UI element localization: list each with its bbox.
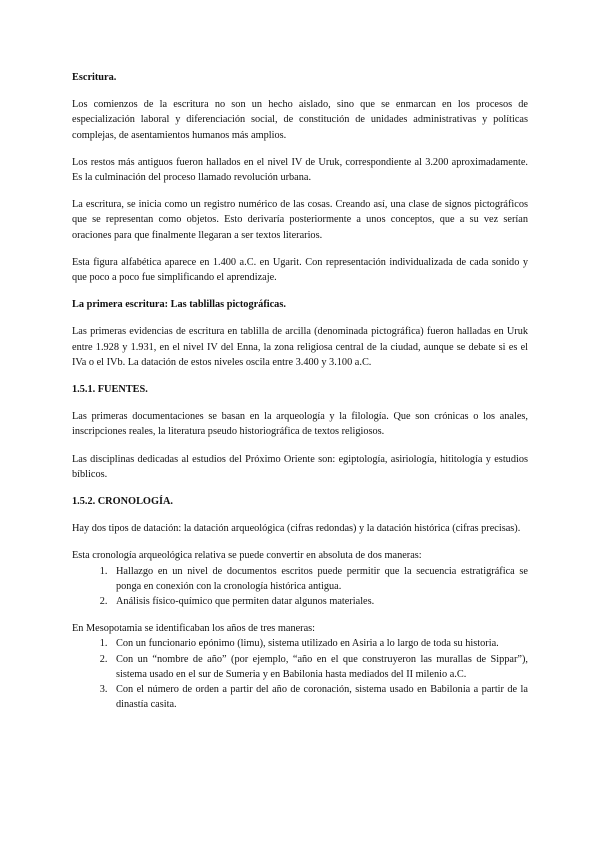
paragraph-comienzos: Los comienzos de la escritura no son un hecho aislado, sino que se enmarcan en los procesos de especialización laboral y diferenciación social, de constitución de unidades administrativas y políticas complejas, de asentamientos humanos más amplios. xyxy=(72,99,528,141)
heading-tablillas: La primera escritura: Las tablillas pictográficas. xyxy=(72,299,286,311)
paragraph-escritura-registro: La escritura, se inicia como un registro numérico de las cosas. Creando así, una clase de signos pictográficos que se representan como objetos. Esto derivaría posteriormente a unos conceptos, que a su vez serían oraciones para que finalmente llegaran a ser textos literarios. xyxy=(72,199,528,241)
list-item: 1. Hallazgo en un nivel de documentos escritos puede permitir que la secuencia estratigráfica se ponga en conexión con la cronología histórica antigua. xyxy=(110,564,528,594)
list-conversion-methods xyxy=(72,564,528,610)
list-item: 2. Análisis físico-químico que permiten datar algunos materiales. xyxy=(110,594,528,609)
paragraph-evidencias: Las primeras evidencias de escritura en tablilla de arcilla (denominada pictográfica) fueron halladas en Uruk entre 1.928 y 1.931, en el nivel IV del Enna, la zona religiosa central de la ciudad, aunque se debate si es el IVa o el IVb. La datación de estos niveles oscila entre 3.400 y 3.100 a.C. xyxy=(72,326,528,368)
list-item: 1. Con un funcionario epónimo (limu), sistema utilizado en Asiria a lo largo de toda su historia. xyxy=(110,636,528,651)
paragraph-disciplinas: Las disciplinas dedicadas al estudios del Próximo Oriente son: egiptología, asiriología, hititología y estudios bíblicos. xyxy=(72,453,528,480)
heading-escritura: Escritura. xyxy=(72,72,117,83)
paragraph-cronologia-relativa: Esta cronología arqueológica relativa se puede convertir en absoluta de dos maneras: xyxy=(72,550,422,562)
paragraph-documentaciones: Las primeras documentaciones se basan en la arqueología y la filología. Que son crónicas o los anales, inscripciones reales, la literatura pseudo historiográfica de textos religiosos. xyxy=(72,411,528,438)
list-year-identification xyxy=(72,636,528,712)
paragraph-restos: Los restos más antiguos fueron hallados en el nivel IV de Uruk, correspondiente al 3.200 aproximadamente. Es la culminación del proceso llamado revolución urbana. xyxy=(72,156,528,184)
paragraph-figura-alfabetica: Esta figura alfabética aparece en 1.400 a.C. en Ugarit. Con representación individualizada de cada sonido y que poco a poco fue simplificando el aprendizaje. xyxy=(72,256,528,284)
list-item: 2. Con un “nombre de año” (por ejemplo, “año en el que construyeron las murallas de Sippar”), sistema usado en el sur de Sumeria y en Babilonia hasta mediados del II milenio a.C. xyxy=(110,652,528,682)
heading-fuentes: 1.5.1. FUENTES. xyxy=(72,384,148,396)
paragraph-mesopotamia: En Mesopotamia se identificaban los años de tres maneras: xyxy=(72,623,316,635)
list-item: 3. Con el número de orden a partir del año de coronación, sistema usado en Babilonia a partir de la dinastía casita. xyxy=(110,682,528,712)
paragraph-tipos-datacion: Hay dos tipos de datación: la datación arqueológica (cifras redondas) y la datación histórica (cifras precisas). xyxy=(72,523,521,535)
heading-cronologia: 1.5.2. CRONOLOGÍA. xyxy=(72,496,173,508)
